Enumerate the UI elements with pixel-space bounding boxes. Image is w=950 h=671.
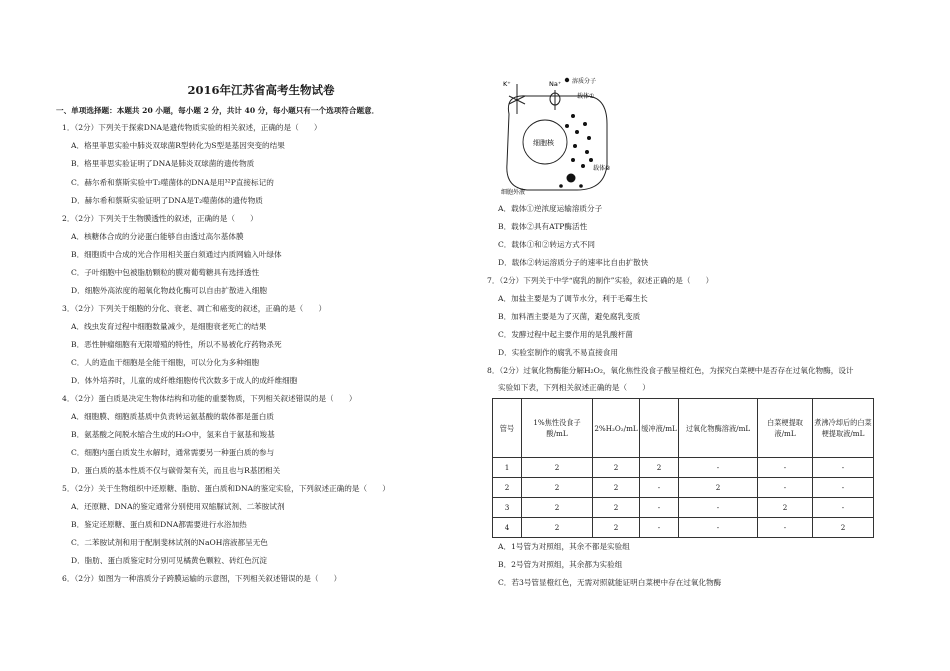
table-header-row: [493, 399, 874, 458]
q4-stem: 4．（2分）蛋白质是决定生物体结构和功能的重要物质，下列相关叙述错误的是（ ）: [62, 394, 357, 403]
solute-dot: [565, 124, 569, 128]
q3-option-d: D．体外培养时，儿童的成纤维细胞传代次数多于成人的成纤维细胞: [71, 376, 298, 385]
carrier-1-label: 载体①: [577, 93, 595, 100]
table-cell: 2: [593, 518, 640, 538]
q1-option-b: B．格里菲思实验证明了DNA是肺炎双球菌的遗传物质: [71, 159, 255, 168]
table-header-cell: 2%H₂O₂/mL: [593, 399, 640, 458]
q5-option-c: C．二苯胺试剂和用于配制斐林试剂的NaOH溶液都呈无色: [71, 538, 268, 547]
table-cell: -: [640, 478, 679, 498]
q1-option-c: C．赫尔希和蔡斯实验中T₂噬菌体的DNA是用³²P直接标记的: [71, 178, 274, 187]
q5-option-b: B．鉴定还原糖、蛋白质和DNA都需要进行水浴加热: [71, 520, 247, 529]
table-cell: 2: [593, 478, 640, 498]
q3-option-a: A．线虫发育过程中细胞数量减少，是细胞衰老死亡的结果: [71, 322, 267, 331]
k-ion-label: K⁺: [503, 80, 511, 88]
table-header-cell: 管号: [493, 399, 522, 458]
solute-dot: [589, 158, 593, 162]
table-row: [493, 518, 874, 538]
carrier-2-shape: [567, 174, 576, 183]
solute-dot: [575, 130, 579, 134]
solute-dot: [587, 136, 591, 140]
table-cell: 4: [493, 518, 522, 538]
solute-legend-dot: [565, 78, 569, 82]
q2-stem: 2．（2分）下列关于生物膜透性的叙述，正确的是（ ）: [62, 214, 258, 223]
q6-option-a: A．载体①逆浓度运输溶质分子: [498, 204, 603, 213]
membrane-transport-diagram: [497, 74, 637, 196]
q7-stem: 7．（2分）下列关于中学“腐乳的制作”实验，叙述正确的是（ ）: [487, 276, 714, 285]
q1-option-d: D．赫尔希和蔡斯实验证明了DNA是T₂噬菌体的遗传物质: [71, 196, 263, 205]
table-cell: 2: [522, 498, 593, 518]
q6-option-b: B．载体②具有ATP酶活性: [498, 222, 588, 231]
table-row: [493, 498, 874, 518]
q6-option-c: C．载体①和②转运方式不同: [498, 240, 595, 249]
table-cell: -: [679, 458, 758, 478]
table-header-cell: 白菜梗提取液/mL: [758, 399, 813, 458]
q4-option-b: B．氨基酸之间脱水缩合生成的H₂O中，氢来自于氨基和羧基: [71, 430, 275, 439]
q4-option-c: C．细胞内蛋白质发生水解时，通常需要另一种蛋白质的参与: [71, 448, 275, 457]
q8-stem-line-1: 8．（2分）过氧化物酶能分解H₂O₂，氧化焦性没食子酸呈橙红色，为探究白菜梗中是否存在过氧化物酶，设计: [487, 366, 854, 375]
q8-option-b: B．2号管为对照组，其余都为实验组: [498, 560, 623, 569]
table-cell: -: [813, 498, 874, 518]
q5-stem: 5．（2分）关于生物组织中还原糖、脂肪、蛋白质和DNA的鉴定实验，下列叙述正确的是（ ）: [62, 484, 390, 493]
table-cell: 2: [813, 518, 874, 538]
solute-dot: [559, 184, 563, 188]
solute-dot: [581, 164, 585, 168]
table-cell: -: [813, 478, 874, 498]
q3-stem: 3．（2分）下列关于细胞的分化、衰老、凋亡和癌变的叙述，正确的是（ ）: [62, 304, 327, 313]
table-header-cell: 过氧化物酶溶液/mL: [679, 399, 758, 458]
table-cell: 2: [593, 458, 640, 478]
table-cell: -: [640, 498, 679, 518]
q5-option-d: D．脂肪、蛋白质鉴定时分别可见橘黄色颗粒、砖红色沉淀: [71, 556, 267, 565]
outside-label: 细胞外液: [501, 189, 526, 196]
na-ion-label: Na⁺: [549, 80, 562, 88]
q1-stem: 1．（2分）下列关于探索DNA是遗传物质实验的相关叙述，正确的是（ ）: [62, 123, 322, 132]
table-row: [493, 478, 874, 498]
q6-option-d: D．载体②转运溶质分子的速率比自由扩散快: [498, 258, 649, 267]
table-cell: 2: [522, 478, 593, 498]
table-cell: 2: [593, 498, 640, 518]
table-cell: -: [758, 518, 813, 538]
table-cell: 1: [493, 458, 522, 478]
q2-option-d: D．细胞外高浓度的超氧化物歧化酶可以自由扩散进入细胞: [71, 286, 267, 295]
nucleus-label: 细胞核: [533, 139, 554, 147]
q8-option-a: A．1号管为对照组，其余不都是实验组: [498, 542, 630, 551]
table-cell: 2: [758, 498, 813, 518]
q5-option-a: A．还原糖、DNA的鉴定通常分别使用双缩脲试剂、二苯胺试剂: [71, 502, 285, 511]
table-cell: -: [679, 498, 758, 518]
solute-dot: [579, 184, 583, 188]
q1-option-a: A．格里菲思实验中肺炎双球菌R型转化为S型是基因突变的结果: [71, 141, 285, 150]
q2-option-a: A．核糖体合成的分泌蛋白能够自由透过高尔基体膜: [71, 232, 244, 241]
q7-option-b: B．加料酒主要是为了灭菌，避免腐乳变质: [498, 312, 641, 321]
q6-stem: 6．（2分）如图为一种溶质分子跨膜运输的示意图，下列相关叙述错误的是（ ）: [62, 574, 342, 583]
q8-stem-line-2: 实验如下表，下列相关叙述正确的是（ ）: [498, 383, 650, 392]
solute-dot: [571, 158, 575, 162]
table-cell: -: [758, 458, 813, 478]
table-cell: 2: [640, 458, 679, 478]
q4-option-d: D．蛋白质的基本性质不仅与碳骨架有关，而且也与R基团相关: [71, 466, 281, 475]
solute-dot: [585, 150, 589, 154]
table-cell: 2: [522, 458, 593, 478]
q8-option-c: C．若3号管显橙红色，无需对照就能证明白菜梗中存在过氧化物酶: [498, 578, 722, 587]
table-header-cell: 煮沸冷却后的白菜梗提取液/mL: [813, 399, 874, 458]
q4-option-a: A．细胞膜、细胞质基质中负责转运氨基酸的载体都是蛋白质: [71, 412, 274, 421]
q7-option-d: D．实验室制作的腐乳不易直接食用: [498, 348, 618, 357]
experiment-table: [492, 398, 874, 538]
q3-option-b: B．恶性肿瘤细胞有无限增殖的特性，所以不易被化疗药物杀死: [71, 340, 282, 349]
table-header-cell: 缓冲液/mL: [640, 399, 679, 458]
table-cell: 2: [493, 478, 522, 498]
table-header-cell: 1%焦性没食子酸/mL: [522, 399, 593, 458]
q3-option-c: C．人的造血干细胞是全能干细胞，可以分化为多种细胞: [71, 358, 260, 367]
q7-option-a: A．加盐主要是为了调节水分，利于毛霉生长: [498, 294, 648, 303]
q2-option-c: C．子叶细胞中包被脂肪颗粒的膜对葡萄糖具有选择透性: [71, 268, 260, 277]
table-cell: -: [679, 518, 758, 538]
q7-option-c: C．发酵过程中起主要作用的是乳酸杆菌: [498, 330, 633, 339]
table-cell: 2: [522, 518, 593, 538]
carrier-2-label: 载体②: [593, 165, 611, 172]
solute-dot: [573, 144, 577, 148]
cell-membrane-outline: [507, 96, 607, 190]
table-cell: -: [640, 518, 679, 538]
table-row: [493, 458, 874, 478]
solute-label: 溶质分子: [572, 78, 597, 85]
solute-dot: [571, 114, 575, 118]
q2-option-b: B．细胞质中合成的光合作用相关蛋白须通过内质网输入叶绿体: [71, 250, 282, 259]
table-cell: -: [813, 458, 874, 478]
section-heading: 一、单项选择题：本题共 20 小题，每小题 2 分，共计 40 分，每小题只有一个选项符合题意．: [56, 106, 380, 115]
table-cell: -: [758, 478, 813, 498]
solute-dot: [583, 122, 587, 126]
table-cell: 2: [679, 478, 758, 498]
page-title: 2016年江苏省高考生物试卷: [187, 83, 335, 97]
table-cell: 3: [493, 498, 522, 518]
